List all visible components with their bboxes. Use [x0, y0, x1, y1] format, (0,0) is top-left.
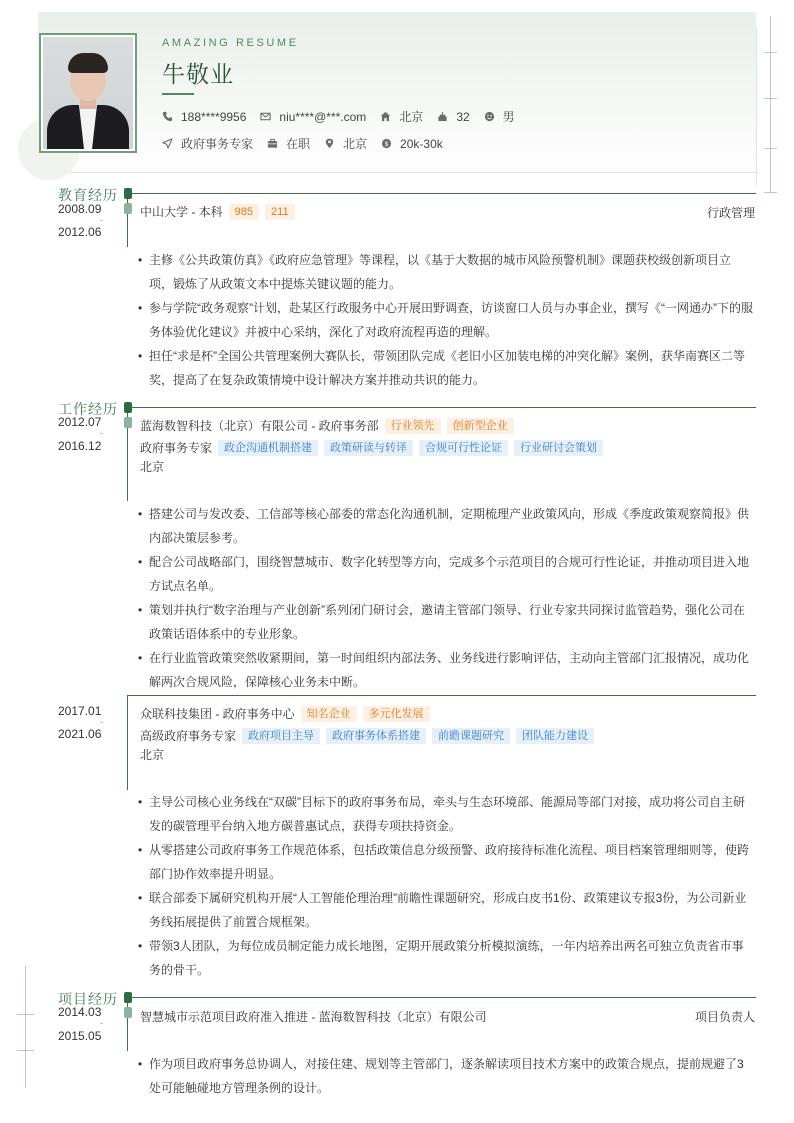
intent-status: 在职 [267, 135, 310, 152]
list-item: • 从零搭建公司政府事务工作规范体系，包括政策信息分级预警、政府接待标准化流程、项目档案管理细则等，使跨部门协作效率提升明显。 [138, 838, 754, 886]
company-tag: 知名企业 [301, 706, 357, 722]
date-separator: - [100, 1018, 103, 1028]
work-bullets [138, 502, 754, 694]
list-item: • 主修《公共政策仿真》《政府应急管理》等课程，以《基于大数据的城市风险预警机制》课题获校级创新项目立项，锻炼了从政策文本中提炼关键议题的能力。 [138, 248, 754, 296]
entry-end-date: 2012.06 [58, 225, 102, 239]
intent-salary: $ 20k-30k [381, 137, 443, 151]
entry-start-date: 2012.07 [58, 415, 102, 429]
intent-city: 北京 [324, 135, 367, 152]
company-name: 蓝海数智科技（北京）有限公司 - 政府事务部 [140, 419, 379, 433]
education-major: 行政管理 [706, 206, 755, 220]
date-separator: - [100, 215, 103, 225]
role-title: 政府事务专家 [140, 441, 213, 455]
job-intent-row [162, 135, 457, 152]
project-bullets [138, 1052, 754, 1100]
list-item: • 担任“求是杯”全国公共管理案例大赛队长，带领团队完成《老旧小区加装电梯的冲突化解》案例，获华南赛区二等奖，提高了在复杂政策情境中设计解决方案并推动共识的能力。 [138, 344, 754, 392]
company-tag: 创新型企业 [447, 418, 514, 434]
entry-start-date: 2017.01 [58, 704, 102, 718]
list-item: • 主导公司核心业务线在“双碳”目标下的政府事务布局，牵头与生态环境部、能源局等部门对接，成功将公司自主研发的碳管理平台纳入地方碳普惠试点，获得专项扶持资金。 [138, 790, 754, 838]
entry-node [124, 203, 132, 214]
work-role-row [140, 727, 594, 744]
briefcase-icon [267, 138, 278, 149]
mail-icon [260, 111, 271, 122]
role-tag: 行业研讨会策划 [514, 440, 603, 456]
role-tag: 前瞻课题研究 [432, 728, 510, 744]
section-line [131, 193, 756, 194]
work-bullets [138, 790, 754, 982]
contact-email: niu****@***.com [260, 110, 366, 124]
contact-city: 北京 [380, 108, 423, 125]
entry-divider [127, 695, 756, 696]
location-icon [324, 138, 335, 149]
entry-start-date: 2014.03 [58, 1005, 102, 1019]
education-school-row [140, 203, 295, 220]
avatar [39, 33, 137, 153]
cake-icon [437, 111, 448, 122]
date-separator: - [100, 717, 103, 727]
company-name: 众联科技集团 - 政府事务中心 [140, 707, 295, 721]
role-tag: 团队能力建设 [516, 728, 594, 744]
section-line [131, 997, 756, 998]
entry-end-date: 2016.12 [58, 439, 102, 453]
project-role: 项目负责人 [694, 1010, 755, 1024]
entry-node [124, 1007, 132, 1018]
list-item: • 配合公司战略部门，围绕智慧城市、数字化转型等方向，完成多个示范项目的合规可行性论证，并推动项目进入地方试点名单。 [138, 550, 754, 598]
header-divider-vertical [756, 28, 757, 186]
role-tag: 政企沟通机制搭建 [218, 440, 318, 456]
section-line [131, 407, 756, 408]
entry-end-date: 2021.06 [58, 727, 102, 741]
send-icon [162, 138, 173, 149]
list-item: • 参与学院“政务观察”计划，赴某区行政服务中心开展田野调查，访谈窗口人员与办事企业，撰写《“一网通办”下的服务体验优化建议》并被中心采纳，深化了对政府流程再造的理解。 [138, 296, 754, 344]
list-item: • 作为项目政府事务总协调人，对接住建、规划等主管部门，逐条解读项目技术方案中的政策合规点，提前规避了3处可能触碰地方管理条例的设计。 [138, 1052, 754, 1100]
school-name: 中山大学 - 本科 [140, 205, 223, 219]
role-title: 高级政府事务专家 [140, 729, 237, 743]
intent-position: 政府事务专家 [162, 135, 253, 152]
work-role-row [140, 439, 603, 456]
list-item: • 在行业监管政策突然收紧期间，第一时间组织内部法务、业务线进行影响评估，主动向主管部门汇报情况，成功化解两次合规风险，保障核心业务未中断。 [138, 646, 754, 694]
role-tag: 政策研读与转译 [324, 440, 413, 456]
phone-icon [162, 111, 173, 122]
role-tag: 政府事务体系搭建 [326, 728, 426, 744]
header-divider [38, 172, 756, 173]
date-separator: - [100, 428, 103, 438]
section-title-projects: 项目经历 [58, 991, 118, 1007]
role-tag: 政府项目主导 [242, 728, 320, 744]
company-tag: 多元化发展 [363, 706, 430, 722]
entry-node [124, 417, 132, 428]
decorative-rail-right [770, 16, 771, 194]
contact-gender: 男 [484, 108, 515, 125]
gender-icon [484, 111, 495, 122]
work-company-row [140, 417, 514, 434]
contact-row [162, 108, 529, 125]
contact-phone: 188****9956 [162, 110, 246, 124]
section-title-education: 教育经历 [58, 187, 118, 203]
profile-photo [43, 37, 133, 149]
name-underline [162, 93, 194, 95]
list-item: • 策划并执行“数字治理与产业创新”系列闭门研讨会，邀请主管部门领导、行业专家共同探讨监管趋势，强化公司在政策话语体系中的专业形象。 [138, 598, 754, 646]
work-city: 北京 [140, 748, 165, 762]
section-title-work: 工作经历 [58, 401, 118, 417]
home-icon [380, 111, 391, 122]
list-item: • 搭建公司与发改委、工信部等核心部委的常态化沟通机制，定期梳理产业政策风向，形成《季度政策观察简报》供内部决策层参考。 [138, 502, 754, 550]
entry-timeline [127, 695, 128, 790]
resume-tagline: AMAZING RESUME [162, 37, 299, 49]
entry-end-date: 2015.05 [58, 1029, 102, 1043]
role-tag: 合规可行性论证 [419, 440, 508, 456]
education-bullets [138, 248, 754, 392]
project-name: 智慧城市示范项目政府准入推进 - 蓝海数智科技（北京）有限公司 [140, 1010, 487, 1024]
entry-start-date: 2008.09 [58, 202, 102, 216]
work-city: 北京 [140, 460, 165, 474]
company-tag: 行业领先 [385, 418, 441, 434]
project-name-row [140, 1008, 487, 1025]
list-item: • 带领3人团队，为每位成员制定能力成长地图，定期开展政策分析模拟演练，一年内培养出两名可独立负责省市事务的骨干。 [138, 934, 754, 982]
decorative-rail-left [25, 966, 26, 1088]
work-company-row [140, 705, 430, 722]
svg-text:$: $ [384, 140, 389, 148]
money-icon [381, 138, 392, 149]
school-tag: 211 [265, 204, 295, 220]
school-tag: 985 [229, 204, 259, 220]
candidate-name: 牛敬业 [162, 61, 234, 87]
contact-age: 32 [437, 110, 469, 124]
list-item: • 联合部委下属研究机构开展“人工智能伦理治理”前瞻性课题研究，形成白皮书1份、政策建议专报3份，为公司新业务线拓展提供了前置合规框架。 [138, 886, 754, 934]
